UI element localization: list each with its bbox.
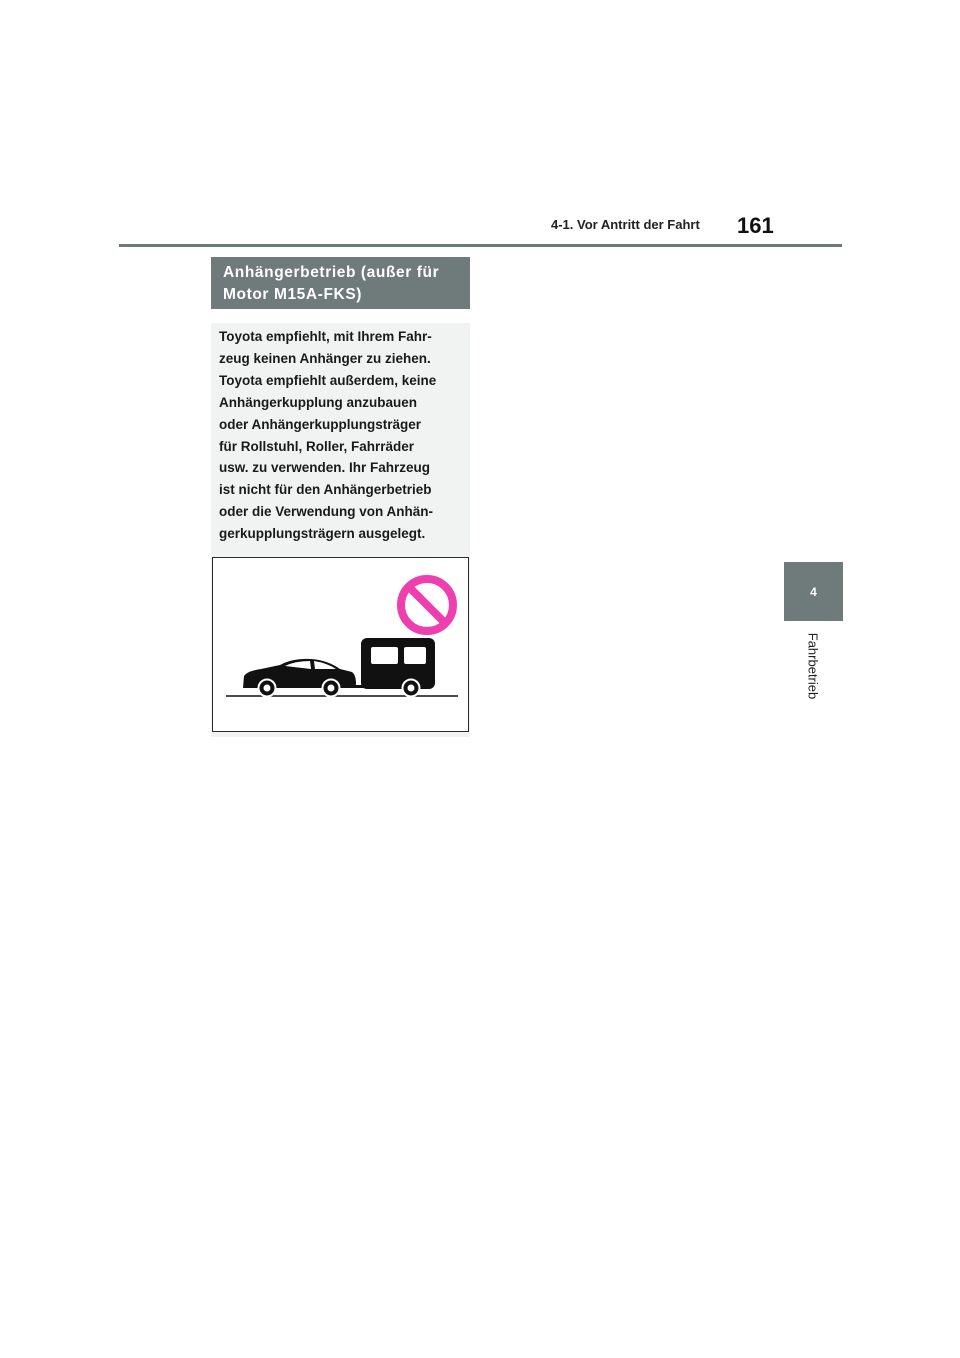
chapter-tab <box>784 562 843 621</box>
running-header: 4-1. Vor Antritt der Fahrt <box>551 217 700 232</box>
body-line: Toyota empfiehlt, mit Ihrem Fahr- <box>219 329 432 344</box>
chapter-name: Fahrbetrieb <box>805 632 821 700</box>
body-line: gerkupplungsträgern ausgelegt. <box>219 526 426 542</box>
towing-illustration-svg <box>213 558 470 733</box>
car-icon <box>243 659 356 697</box>
body-line: ist nicht für den Anhängerbetrieb <box>219 482 432 498</box>
body-line: oder die Verwendung von Anhän- <box>219 504 434 520</box>
page-number: 161 <box>737 213 774 238</box>
section-heading <box>211 257 470 309</box>
body-line: Anhängerkupplung anzubauen <box>219 394 417 410</box>
body-line: zeug keinen Anhänger zu ziehen. <box>219 350 431 366</box>
prohibition-icon <box>401 579 453 631</box>
body-line: usw. zu verwenden. Ihr Fahrzeug <box>219 460 431 476</box>
header-divider <box>119 244 842 247</box>
body-line: für Rollstuhl, Roller, Fahrräder <box>219 438 415 454</box>
trailer-icon <box>361 638 435 697</box>
body-paragraph <box>219 326 469 545</box>
body-line: Toyota empfiehlt außerdem, keine <box>219 372 437 388</box>
section-heading-line-2: Motor M15A-FKS) <box>223 286 363 303</box>
section-heading-line-1: Anhängerbetrieb (außer für <box>223 264 440 281</box>
towing-illustration <box>212 557 469 732</box>
body-line: oder Anhängerkupplungsträger <box>219 416 422 432</box>
chapter-number: 4 <box>810 584 817 599</box>
